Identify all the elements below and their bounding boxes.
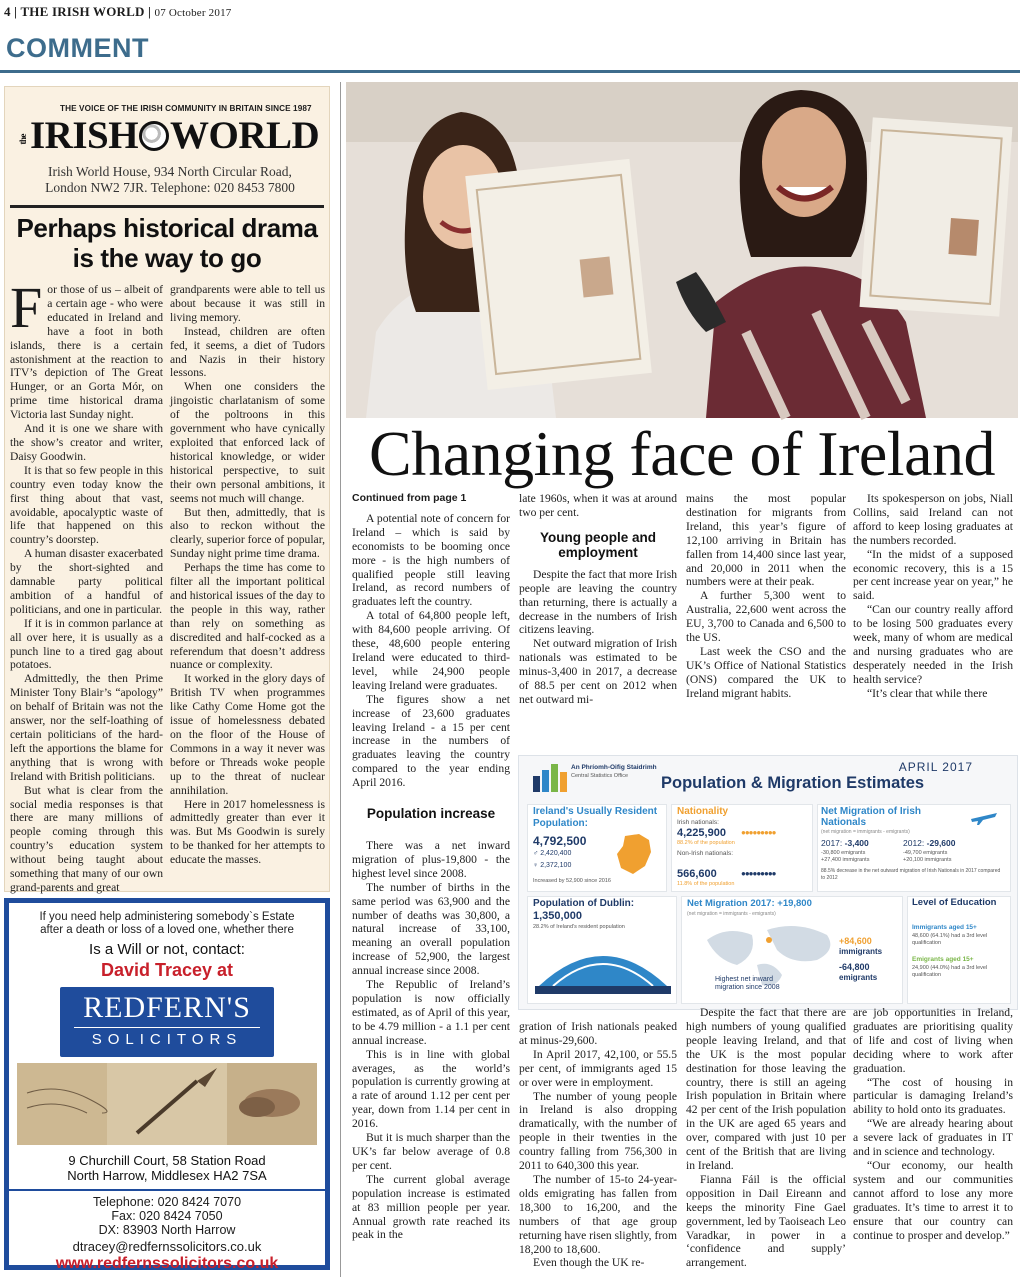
masthead-logo — [18, 113, 328, 158]
y2017-emigrants: -30,800 emigrants — [821, 850, 866, 856]
paragraph: Instead, children are often fed, it seems, a diet of Tudors and Nazis in their history lessons. — [170, 324, 325, 380]
year-2012-label: 2012: — [903, 838, 925, 848]
infographic-date: APRIL 2017 — [898, 760, 973, 774]
irish-label: Irish nationals: — [677, 819, 719, 826]
article-column-3-bottom — [686, 1006, 846, 1274]
dublin-stadium-icon — [535, 936, 671, 996]
resident-note: Increased by 52,900 since 2016 — [533, 878, 611, 884]
ad-website[interactable]: www.redfernssolicitors.co.uk — [55, 1255, 279, 1272]
nonirish-value: 566,600 — [677, 868, 717, 880]
ad-fax: Fax: 020 8424 7050 — [111, 1209, 223, 1223]
ad-intro: If you need help administering somebody`s Estate after a death or loss of a loved one, whether there — [39, 911, 295, 936]
agency-irish: An Phríomh-Oifig Staidrimh — [571, 764, 657, 771]
nonirish-percent: 11.8% of the population — [677, 881, 735, 887]
net-2017 — [821, 838, 869, 848]
year-2012-value: -29,600 — [926, 838, 956, 848]
ad-email[interactable]: dtracey@redfernssolicitors.co.uk — [72, 1239, 262, 1254]
paragraph: Admittedly, the then Prime Minister Tony Blair’s “apology” on behalf of Britain was not the answer, nor the self-loathing of certain politicians of the hard-left the apportions the blame for anything that is wrong with Ireland with British politicians. — [10, 672, 163, 783]
net-2017-formula: (net migration = immigrants - emigrants) — [687, 911, 776, 917]
ad-divider — [9, 1189, 325, 1191]
dublin-note: 28.2% of Ireland's resident population — [533, 924, 625, 930]
net-migration-title: Net Migration of Irish Nationals — [821, 806, 921, 828]
plane-icon — [969, 810, 999, 826]
subheading: Population increase — [366, 806, 496, 822]
infographic-title: Population & Migration Estimates — [661, 774, 925, 792]
paragraph: Here in 2017 homelessness is admittedly greater than ever it was. But Ms Goodwin is surely to be thanked for her attempts to educate the masses. — [170, 797, 325, 867]
year-2017-value: -3,400 — [844, 838, 869, 848]
section-title: COMMENT — [6, 33, 149, 63]
paragraph: The number of young people in Ireland is also dropping dramatically, with the number of people in their twenties in the country falling from 756,300 in 2011 to 640,300 this year. — [519, 1089, 677, 1173]
immigrants-label: immigrants — [839, 947, 883, 956]
y2017-immigrants: +27,400 immigrants — [821, 857, 870, 863]
paragraph: “Our economy, our health system and our communities cannot afford to lose any more graduates. It’s time to arrest it to ensure that our country can continue to prosper and develop.” — [853, 1158, 1013, 1242]
resident-total: 4,792,500 — [533, 834, 587, 848]
firm-logo — [60, 987, 274, 1057]
paragraph: The figures show a net increase of 23,600 graduates leaving Ireland - a 15 per cent increase in the numbers of graduates leaving the country compared to the year ending April 2016. — [352, 692, 510, 790]
nonirish-people-icon: ●●●●●●●●● — [741, 869, 776, 878]
publication-name: THE IRISH WORLD — [20, 4, 145, 19]
paragraph: are job opportunities in Ireland, graduates are prioritising quality of life and cost of living when deciding where to work after graduation. — [853, 1006, 1013, 1075]
ad-dx: DX: 83903 North Harrow — [98, 1223, 236, 1237]
irish-value: 4,225,900 — [677, 827, 726, 839]
paragraph: “We are already hearing about a severe lack of graduates in IT and in science and technology. — [853, 1117, 1013, 1159]
section-rule — [0, 70, 1020, 73]
paragraph: The number of 15-to 24-year-olds emigrating has fallen from 18,300 to 16,200, and the numbers of that age group returning have risen slightly, from 18,200 to 18,600. — [519, 1172, 677, 1256]
paragraph: grandparents were able to tell us about because it was still in living memory. — [170, 283, 325, 324]
emigrants-label: emigrants — [839, 973, 878, 982]
two-women-holding-certificates-image — [346, 82, 1018, 418]
editorial-column-2 — [170, 283, 325, 885]
paragraph: mains the most popular destination for migrants from Ireland, this year’s figure of 12,100 arriving in Britain has fallen from 14,400 since last year, and 20,000 in 2011 when the numbers were at their peak. — [686, 492, 846, 589]
article-column-1 — [352, 492, 510, 1274]
paragraph: When one considers the jingoistic charlatanism of some of the poltroons in this government who have cynically exploited that enforced lack of historical knowledge, or wider historical perspective, to suit their own personal ambitions, it seems not much will change. — [170, 380, 325, 505]
paragraph: This is in line with global averages, as the world’s population is currently growing at a rate of around 1.12 per cent per year, down from 1.14 per cent in 2016. — [352, 1047, 510, 1131]
article-column-4-bottom — [853, 1006, 1013, 1274]
paragraph: But what is clear from the social media responses is that there are many millions of people coming through this country’s education system without being taught about something that many of our own grand-parents and great — [10, 783, 163, 894]
article-column-4-top — [853, 492, 1013, 750]
quill-handshake-image — [17, 1063, 317, 1145]
paragraph: “It’s clear that while there — [867, 686, 988, 700]
ad-address-2: North Harrow, Middlesex HA2 7SA — [67, 1168, 267, 1183]
article-headline: Changing face of Ireland — [369, 418, 995, 489]
nonirish-label: Non-Irish nationals: — [677, 850, 733, 857]
population-migration-infographic — [518, 755, 1018, 1010]
emig15-label: Emigrants aged 15+ — [912, 956, 974, 963]
paragraph: But then, admittedly, that is also to reckon without the clearly, superior force of popular, Sunday night prime time drama. — [170, 505, 325, 561]
page-number: 4 — [4, 4, 11, 19]
address-line-2: London NW2 7JR. Telephone: 020 8453 7800 — [45, 180, 295, 195]
page-header: 4 | THE IRISH WORLD | 07 October 2017 — [4, 4, 232, 19]
firm-type: SOLICITORS — [74, 1027, 260, 1048]
paragraph: There was a net inward migration of plus-19,800 - the highest level since 2008. — [352, 839, 510, 880]
address-line-1: Irish World House, 934 North Circular Road, — [48, 164, 292, 179]
globe-icon — [139, 121, 169, 151]
paragraph: “The cost of housing in particular is damaging Ireland’s ability to hold onto its graduates. — [853, 1075, 1013, 1117]
continued-label: Continued from page 1 — [352, 492, 467, 504]
editorial-column-1 — [10, 275, 163, 894]
immigrants-value: +84,600 — [839, 936, 872, 946]
education-title: Level of Education — [912, 897, 997, 908]
paragraph: But it is much sharper than the UK’s far below average of 0.8 per cent. — [352, 1131, 510, 1172]
paragraph: It worked in the glory days of British TV when programmes like Cathy Come Home got the issue of homelessness debated on the floor of the House of Commons in a way it never was before or Threads woke people up to the threat of nuclear annihilation. — [170, 672, 325, 797]
female-count: ♀ 2,372,100 — [533, 862, 572, 869]
paragraph: gration of Irish nationals peaked at minus-29,600. — [519, 1020, 677, 1047]
paragraph: The Republic of Ireland’s population is now officially estimated, as of April of this year, to be 4.79 million - a 1.1 per cent annual increase. — [352, 978, 510, 1047]
paragraph: And it is one we share with the show’s creator and writer, Daisy Goodwin. — [10, 422, 163, 463]
net-2012-detail — [903, 850, 951, 864]
editorial-headline: Perhaps historical drama is the way to go — [16, 213, 318, 273]
immig15-value: 48,600 (64.1%) had a 3rd level qualification — [912, 933, 988, 946]
emig15-value: 24,900 (44.0%) had a 3rd level qualification — [912, 965, 988, 978]
masthead-name-left: IRISH — [30, 114, 139, 157]
column-divider — [340, 82, 341, 1277]
paragraph: A total of 64,800 people left, with 84,600 people arriving. Of these, 48,600 people entering Ireland were educated to third-level, while 24,900 people leaving Ireland were graduates. — [352, 609, 510, 692]
irish-percent: 88.2% of the population — [677, 840, 735, 846]
paragraph: A further 5,300 went to Australia, 22,600 went across the EU, 3,700 to Canada and 6,500 to the US. — [686, 589, 846, 645]
resident-title: Ireland's Usually Resident Population: — [533, 806, 658, 829]
paragraph: The number of births in the same period was 63,900 and the number of deaths was 30,800, a natural increase of 33,100, meaning an overall population increase of 52,900, the largest annual increase since 2008. — [352, 880, 510, 978]
solicitors-advert — [4, 898, 330, 1270]
ad-will-line: Is a Will or not, contact: — [89, 941, 245, 958]
dublin-title: Population of Dublin: — [533, 898, 635, 909]
paragraph: A potential note of concern for Ireland – which is said by economists to be booming once more - is the high numbers of qualified people still leaving Ireland, as record numbers of graduates left the country. — [352, 511, 510, 609]
masthead-the: the — [18, 133, 28, 145]
masthead-name-right: WORLD — [170, 114, 320, 157]
article-photo — [346, 82, 1018, 418]
paragraph: Its spokesperson on jobs, Niall Collins, said Ireland can not afford to keep losing graduates at the numbers recorded. — [853, 492, 1013, 547]
paragraph: Net outward migration of Irish nationals was estimated to be minus-3,400 in 2017, a decrease of 88.5 per cent on 2012 when net outward mi- — [519, 637, 677, 706]
male-value: 2,420,400 — [540, 850, 572, 857]
paragraph: “In the midst of a supposed economic recovery, this is a 15 per cent increase year on year,” he said. — [853, 547, 1013, 603]
ad-phone: Telephone: 020 8424 7070 — [92, 1195, 242, 1209]
highest-note: Highest net inward migration since 2008 — [715, 976, 780, 991]
ad-address-1: 9 Churchill Court, 58 Station Road — [68, 1153, 266, 1168]
net-2012 — [903, 838, 956, 848]
net-migration-note: 88.5% decrease in the net outward migration of Irish Nationals in 2017 compared to 2012 — [821, 868, 1001, 881]
paragraph: Despite the fact that there are high numbers of young qualified people leaving Ireland, and that the UK is the most popular destination for those leaving the country, there is still an ageing Irish population in Britain where 42 per cent of the Irish population in the UK are aged 65 years and over, compared with just 10 per cent of the British that are living in Ireland. — [686, 1006, 846, 1172]
net-2017-title: Net Migration 2017: +19,800 — [687, 898, 812, 909]
article-column-2-top — [519, 492, 677, 750]
article-column-2-bottom — [519, 1020, 677, 1274]
cso-logo-icon — [533, 762, 567, 792]
y2012-immigrants: +20,100 immigrants — [903, 857, 952, 863]
y2012-emigrants: -49,700 emigrants — [903, 850, 948, 856]
paragraph: Last week the CSO and the UK’s Office of National Statistics (ONS) compared the UK to Ireland migrant habits. — [686, 644, 846, 700]
paragraph: Even though the UK re- — [533, 1256, 645, 1270]
dublin-value: 1,350,000 — [533, 910, 582, 922]
firm-name: REDFERN'S — [83, 991, 251, 1024]
paragraph: “Can our country really afford to be losing 500 graduates every week, many of whom are medical and nursing graduates who are desperately needed in the Irish health service? — [853, 603, 1013, 686]
irish-people-icon: ●●●●●●●●● — [741, 828, 776, 837]
net-migration-formula: (net migration = immigrants - emigrants) — [821, 829, 910, 835]
emigrants-value: -64,800 — [839, 962, 870, 972]
masthead-address — [20, 164, 320, 196]
nationality-title: Nationality — [677, 806, 729, 817]
editorial-rule — [10, 205, 324, 208]
paragraph: A human disaster exacerbated by the short-sighted and damnable party political ambition of a handful of politicians, and one in particular. — [10, 547, 163, 616]
paragraph: It is that so few people in this country even today know the first thing about that vast, avoidable, apocalyptic waste of life that happened on this country’s doorstep. — [10, 463, 163, 547]
paragraph: Despite the fact that more Irish people are leaving the country than returning, there is actually a decrease in the numbers of Irish citizens leaving. — [519, 567, 677, 637]
paragraph: Perhaps the time has come to filter all the important political and historical issues of the day to the people in this way, rather than rely on something as discredited and half-cocked as a referendum that doesn’t address nuance or complexity. — [170, 561, 325, 672]
issue-date: 07 October 2017 — [154, 7, 232, 19]
paragraph: In April 2017, 42,100, or 55.5 per cent, of immigrants aged 15 or over were in employment. — [519, 1047, 677, 1089]
paragraph: or those of us – albeit of a certain age - who were educated in Ireland and have a foot in both islands, there is a certain astonishment at the reaction to ITV’s depiction of The Great Hunger, or an Gorta Mór, on prime time historical drama Victoria last Sunday night. — [10, 283, 163, 422]
ad-contact-name: David Tracey at — [100, 960, 234, 980]
education-panel — [907, 896, 1011, 1004]
masthead-tagline: THE VOICE OF THE IRISH COMMUNITY IN BRITAIN SINCE 1987 — [60, 104, 312, 113]
net-2017-detail — [821, 850, 869, 864]
paragraph: The current global average population increase is estimated at 83 million people per year. Annual growth rate reached its peak in the — [352, 1172, 510, 1242]
subheading: Young people and employment — [540, 529, 656, 560]
article-column-3-top — [686, 492, 846, 750]
male-count: ♂ 2,420,400 — [533, 850, 572, 857]
year-2017-label: 2017: — [821, 838, 843, 848]
paragraph: If it is in common parlance at all over here, it is usually as a punch line to a tired gag about potatoes. — [10, 616, 163, 672]
female-value: 2,372,100 — [540, 862, 572, 869]
immig15-label: Immigrants aged 15+ — [912, 924, 977, 931]
paragraph: late 1960s, when it was at around two per cent. — [519, 492, 677, 519]
ireland-map-icon — [615, 832, 655, 876]
agency-english: Central Statistics Office — [571, 773, 629, 779]
paragraph: Fianna Fáil is the official opposition in Dail Eireann and keeps the minority Fine Gael government, led by Taoiseach Leo Varadkar, in power in a ‘confidence and supply’ arrangement. — [686, 1172, 846, 1270]
drop-cap: F — [10, 275, 43, 340]
